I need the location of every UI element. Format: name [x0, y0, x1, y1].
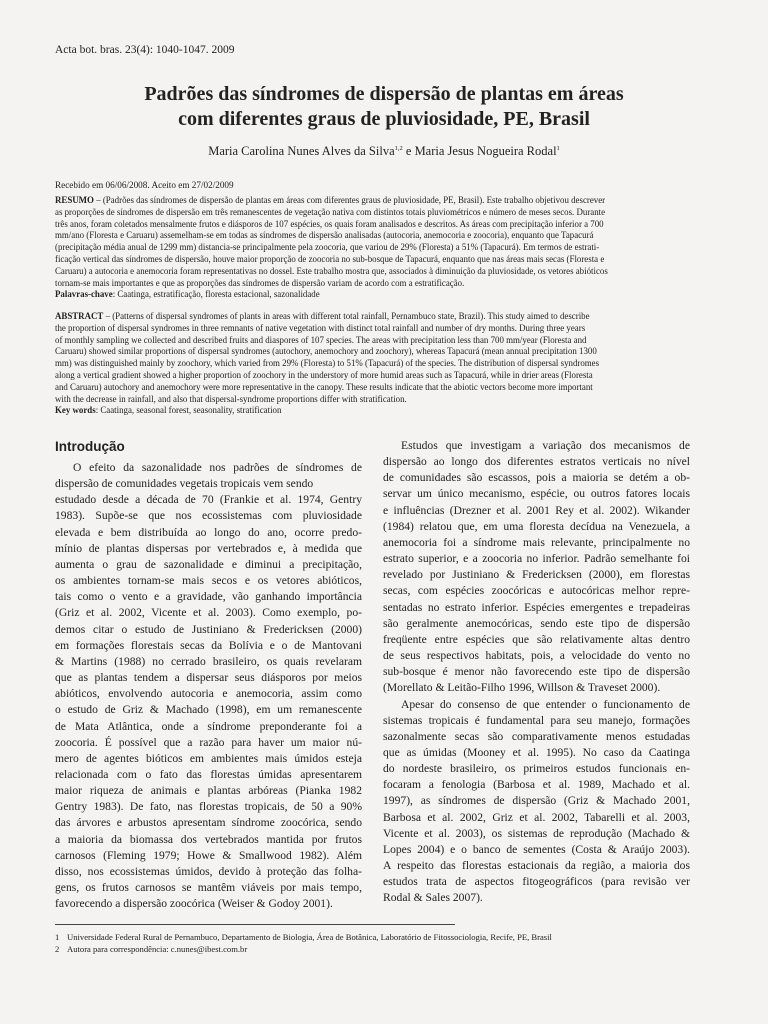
section-heading: Introdução	[55, 439, 125, 454]
abstract-label: ABSTRACT	[55, 311, 104, 321]
resumo-label: RESUMO	[55, 195, 94, 205]
body-text-line: secas, com espécies zoocóricas e autocóricas melhor repre-	[383, 584, 690, 598]
body-text-line: aumenta o grau de sazonalidade e diminui a precipitação,	[55, 557, 362, 571]
abstract-line: (precipitação média anual de 1299 mm) distancia-se principalmente pela zoocoria, que variou de 29% (Floresta) a 51% (Tapacurá). Em termos de estrati-	[55, 242, 600, 253]
author-conjunction: e	[402, 144, 415, 158]
body-text-line: Lopes 2004) e o banco de sementes (Costa & Araújo 2003).	[383, 842, 690, 856]
body-text-line: Vicente et al. 2003), os sistemas de reprodução (Machado &	[383, 826, 690, 840]
footnote-number: 1	[55, 932, 60, 942]
body-text-line: (Morellato & Leitão-Filho 1996, Willson & Traveset 2000).	[383, 681, 661, 695]
body-text-line: dispersão ao longo dos diferentes estratos verticais no nível	[383, 455, 690, 469]
body-text-line: que as úmidas (Mooney et al. 1995). No caso da Caatinga	[383, 745, 690, 759]
body-text-line: sentadas no estrato inferior. Espécies emergentes e trepadeiras	[383, 600, 690, 614]
footnote-number: 2	[55, 943, 60, 954]
abstract-line: tornam-se mais importantes e que as proporções das síndromes de dispersão variam de acordo com a estratificação.	[55, 277, 465, 288]
footnote-text: Autora para correspondência: c.nunes@ibest.com.br	[67, 943, 248, 954]
body-text-line: disso, nos ecossistemas úmidos, devido à proteção das folha-	[55, 864, 362, 878]
body-text-line: mero de agentes bióticos em ambientes mais úmidos esteja	[55, 751, 362, 765]
abstract-line: the proportion of dispersal syndromes in three remnants of native vegetation with distinct total rainfall and number of dry months. During three years	[55, 322, 586, 333]
body-text-line: estudos trata de aspectos fitogeográficos (para revisão ver	[383, 875, 690, 889]
title-line: com diferentes graus de pluviosidade, PE, Brasil	[178, 108, 590, 130]
body-text-line: A respeito das florestas estacionais da região, a maioria dos	[383, 859, 690, 873]
resumo-block	[55, 195, 715, 301]
body-text-line: Estudos que investigam a variação dos mecanismos de	[401, 439, 690, 452]
body-text-line: focaram a fenologia (Barbosa et al. 1989, Machado et al.	[383, 778, 690, 792]
keywords-line: Key words: Caatinga, seasonal forest, seasonality, stratification	[55, 405, 282, 416]
abstract-line: Caruaru) a autocoria e anemocoria foram representativas no dossel. Este trabalho mostra que, associados à diminuição da pluviosidade, os vetores abióticos	[55, 265, 608, 276]
abstract-line: of monthly sampling we collected and described fruits and diaspores of 107 species. The areas with precipitation less than 700 mm/year (Floresta and	[55, 334, 587, 345]
body-text-line: demos citar o estudo de Justiniano & Fredericksen (2000)	[55, 622, 362, 636]
affiliation-mark: 1	[556, 144, 560, 152]
body-text-line: freqüente entre espécies que são relativamente altas dentro	[383, 632, 690, 646]
body-text-line: tais como o vento e a gravidade, vão ganhando importância	[55, 590, 362, 604]
body-text-line: de seus respectivos habitats, pois, a velocidade do vento no	[383, 649, 690, 663]
author-name: Maria Jesus Nogueira Rodal	[414, 144, 557, 158]
body-text-line: Apesar do consenso de que entender o funcionamento de	[401, 697, 690, 711]
body-text-line: favorecendo a dispersão zoocórica (Weiser & Godoy 2001).	[55, 897, 333, 911]
body-text-line: (Griz et al. 2002, Vicente et al. 2003). Como exemplo, po-	[55, 606, 362, 620]
body-text-line: 1997), as síndromes de dispersão (Griz & Machado 2001,	[383, 794, 690, 808]
body-text-line: maior riqueza de animais e plantas arbóreas (Pianka 1982	[55, 784, 362, 798]
abstract-line: ficação vertical das síndromes de dispersão, houve maior proporção de zoocoria no sub-bosque de Tapacurá, enquanto que nas áreas mais secas (Floresta e	[55, 253, 605, 264]
abstract-line: with the decrease in rainfall, and also that dispersal-syndrome proportions differ with stratification.	[55, 393, 407, 404]
footnotes	[55, 932, 552, 955]
body-text-line: a maioria da biomassa dos vertebrados mantida por frutos	[55, 832, 362, 846]
body-text-line: de Mata Atlântica, onde a síndrome preponderante foi a	[55, 719, 362, 733]
body-text-line: dispersão de comunidades vegetais tropicais vem sendo	[55, 477, 314, 491]
body-text-line: Rodal & Sales 2007).	[383, 891, 483, 905]
received-date: Recebido em 06/06/2008. Aceito em 27/02/2009	[55, 180, 234, 190]
keywords-line: Palavras-chave: Caatinga, estratificação, floresta estacional, sazonalidade	[55, 289, 320, 300]
abstract-line: mm/ano (Floresta e Caruaru) assemelham-se em todas as síndromes de dispersão analisadas (autocoria, anemocoria e zoocoria), enquanto que Tapacurá	[55, 230, 594, 241]
keywords-label: Key words	[55, 405, 96, 416]
body-text-line: sub-bosque é menor não favorecendo este tipo de dispersão	[383, 665, 690, 679]
body-text-line: & Martins (1988) no cerrado brasileiro, os quais revelaram	[55, 654, 362, 668]
body-text-line: os ambientes tornam-se mais secos e os vetores abióticos,	[55, 574, 362, 588]
body-text-line: zoocoria. É possível que a razão para haver um maior nú-	[55, 735, 362, 749]
body-text-line: são geralmente anemocóricas, sendo este tipo de dispersão	[383, 616, 690, 630]
body-text-line: mínio de plantas dispersas por vertebrados e, à medida que	[55, 541, 362, 555]
footnote-text: Universidade Federal Rural de Pernambuco, Departamento de Biologia, Área de Botânica, Laboratório de Fitossociologia, Recife, PE, Brasil	[67, 932, 552, 942]
body-text-line: revelado por Justiniano & Fredericksen (2000), em florestas	[383, 568, 690, 582]
article-title	[60, 82, 708, 132]
abstract-line: mm) was distinguished mainly by zoochory, which varied from 29% (Floresta) to 51% (Tapacurá) of the species. The distribution of dispersal syndromes	[55, 358, 600, 369]
abstract-line: três anos, foram coletados mensalmente frutos e diásporos de 107 espécies, os quais foram analisados e descritos. As áreas com precipitação inferior a 700	[55, 218, 604, 229]
abstract-line: RESUMO – (Padrões das síndromes de dispersão de plantas em áreas com diferentes graus de pluviosidade, PE, Brasil). Este trabalho objetivou descrever	[55, 195, 606, 205]
body-text-line: que as plantas tendem a dispersar seus diásporos por meios	[55, 671, 362, 685]
body-text-line: sistemas tropicais é fundamental para seu manejo, formações	[383, 713, 690, 727]
abstract-line: along a vertical gradient showed a higher proportion of zoochory in the understory of more humid areas such as Tapacurá, while in drier areas (Floresta	[55, 369, 593, 380]
body-text-line: Barbosa et al. 2002, Griz et al. 2002, Tabarelli et al. 2003,	[383, 810, 690, 824]
author-list	[60, 144, 708, 159]
body-text-line: 1983). Supõe-se que nos ecossistemas com pluviosidade	[55, 509, 362, 523]
body-text-line: carnosos (Fleming 1979; Howe & Smallwood 1982). Além	[55, 848, 362, 862]
abstract-block	[55, 311, 715, 417]
affiliation-mark: 1,2	[394, 144, 403, 152]
abstract-line: as proporções de síndromes de dispersão em três remanescentes de vegetação nativa com distintos totais pluviométricos e número de meses secos. Durante	[55, 206, 606, 217]
body-text-line: o estudo de Griz & Machado (1998), em um remanescente	[55, 703, 362, 717]
body-text-line: em formações florestais secas da Bolívia e o de Mantovani	[55, 638, 362, 652]
body-text-line: servar um único mecanismo, espécie, ou outros fatores locais	[383, 487, 690, 501]
footnote	[55, 932, 552, 944]
footnote	[55, 944, 552, 956]
body-text-line: anemocoria foi a síndrome mais relevante, principalmente no	[383, 535, 690, 549]
abstract-line: and Caruaru) autochory and anemochory were more representative in the canopy. These results indicate that the abiotic vectors become more important	[55, 381, 593, 392]
abstract-line: ABSTRACT – (Patterns of dispersal syndromes of plants in areas with different total rainfall, Pernambuco state, Brazil). This study aimed to describe	[55, 311, 590, 321]
keywords-label: Palavras-chave	[55, 289, 113, 300]
body-text-line: (1984) relatou que, em uma floresta decídua na Venezuela, a	[383, 519, 690, 533]
title-line: Padrões das síndromes de dispersão de plantas em áreas	[144, 83, 624, 105]
body-text-line: estrato superior, e a zoocoria no inferior. Padrão semelhante foi	[383, 552, 690, 566]
body-text-line: estudado desde a década de 70 (Frankie et al. 1974, Gentry	[55, 493, 362, 507]
author-name: Maria Carolina Nunes Alves da Silva	[208, 144, 395, 158]
body-text-line: de comunidades são escassos, pois a maioria se detém a ob-	[383, 471, 690, 485]
journal-reference: Acta bot. bras. 23(4): 1040-1047. 2009	[55, 44, 235, 56]
footnote-divider	[55, 924, 455, 925]
body-text-line: O efeito da sazonalidade nos padrões de síndromes de	[73, 461, 362, 474]
body-text-line: Gentry 1983). De fato, nas florestas tropicais, de 50 a 90%	[55, 800, 362, 814]
left-column	[55, 438, 362, 912]
right-column	[383, 438, 690, 907]
body-text-line: e influências (Drezner et al. 2001 Rey et al. 2002). Wikander	[383, 503, 690, 517]
body-text-line: sazonalmente secas são comparativamente menos estudadas	[383, 729, 690, 743]
body-text-line: das árvores e arbustos apresentam síndrome zoocórica, sendo	[55, 816, 362, 830]
body-text-line: relacionada com o fato das florestas úmidas apresentarem	[55, 767, 362, 781]
body-text-line: do nordeste brasileiro, os primeiros estudos funcionais en-	[383, 762, 690, 776]
abstract-line: Caruaru) showed similar proportions of dispersal syndromes (autochory, anemochory and zoochory), whereas Tapacurá (mean annual precipitation 1300	[55, 346, 597, 357]
body-text-line: gens, os frutos carnosos se mantêm viáveis por mais tempo,	[55, 881, 362, 895]
body-text-line: abióticos, envolvendo autocoria e anemocoria, assim como	[55, 687, 362, 701]
body-text-line: elevada e bem distribuída ao longo do ano, ocorre predo-	[55, 525, 362, 539]
